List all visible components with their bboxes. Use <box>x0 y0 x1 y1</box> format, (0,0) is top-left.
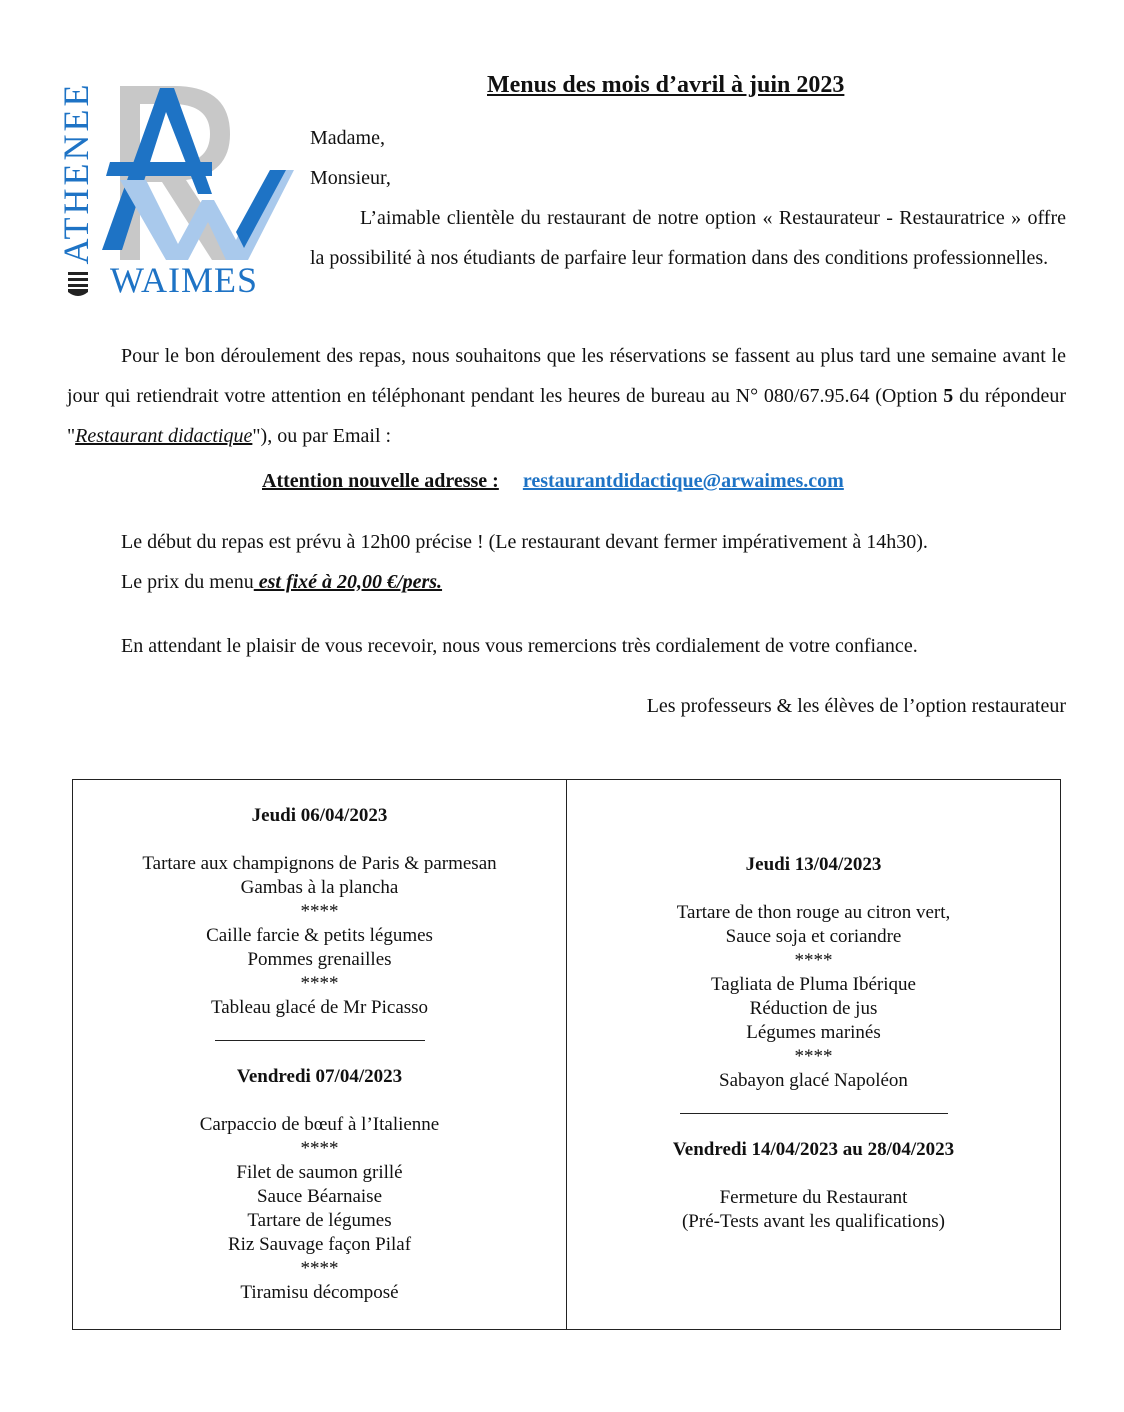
salutation-monsieur: Monsieur, <box>310 167 391 189</box>
option-number: 5 <box>943 385 954 407</box>
menu-line: Fermeture du Restaurant <box>719 1187 908 1208</box>
intro-paragraph: L’aimable clientèle du restaurant de notre option « Restaurateur - Restauratrice » offre la possibilité à nos étudiants de parfaire leur formation dans des conditions professionnelles. <box>310 207 1066 269</box>
menu-line: Sabayon glacé Napoléon <box>719 1070 908 1091</box>
reservation-text-2: du répondeur " <box>67 385 1066 447</box>
price-line <box>121 562 442 602</box>
menu-line: Tartare de thon rouge au citron vert, <box>676 902 951 923</box>
menu-table <box>72 779 1061 1330</box>
menu-line: Tableau glacé de Mr Picasso <box>210 997 429 1018</box>
menu-line: Légumes marinés <box>746 1022 881 1043</box>
menu-column-right <box>567 780 1060 1329</box>
salutation-madame: Madame, <box>310 127 385 149</box>
menu-line: Tagliata de Pluma Ibérique <box>711 974 916 995</box>
menu-separator-stars: **** <box>300 973 339 994</box>
menu-line: Tartare aux champignons de Paris & parmesan <box>142 853 497 874</box>
menu-separator-stars: **** <box>794 950 833 971</box>
reservation-paragraph <box>67 336 1066 456</box>
price-value: est fixé à 20,00 €/pers. <box>253 571 443 593</box>
menu-line: Carpaccio de bœuf à l’Italienne <box>199 1114 440 1135</box>
logo-athenee-text: ATHENEE <box>56 81 96 265</box>
signature: Les professeurs & les élèves de l’option restaurateur <box>646 695 1066 717</box>
address-label: Attention nouvelle adresse : <box>262 470 499 492</box>
menu-separator-stars: **** <box>300 1258 339 1279</box>
menu-day-heading: Vendredi 14/04/2023 au 28/04/2023 <box>672 1139 955 1160</box>
menu-line: Réduction de jus <box>749 998 878 1019</box>
menu-column-left <box>73 780 567 1329</box>
menu-line: Pommes grenailles <box>247 949 392 970</box>
reservation-text-1: Pour le bon déroulement des repas, nous souhaitons que les réservations se fassent au plus tard une semaine avant le jour qui retiendrait votre attention en téléphonant pendant les heures de bureau au N° 080/67.95.64 (Option <box>67 345 1066 407</box>
menu-line: (Pré-Tests avant les qualifications) <box>681 1211 945 1232</box>
menu-day-heading: Jeudi 13/04/2023 <box>745 854 882 875</box>
price-prefix: Le prix du menu <box>121 571 254 593</box>
menu-line: Sauce soja et coriandre <box>725 926 902 947</box>
menu-line: Tartare de légumes <box>247 1210 392 1231</box>
menu-divider <box>215 1040 425 1041</box>
address-line <box>262 470 844 493</box>
menu-day-heading: Vendredi 07/04/2023 <box>236 1066 403 1087</box>
restaurant-didactique-label: Restaurant didactique <box>75 425 253 447</box>
menu-line: Gambas à la plancha <box>240 877 399 898</box>
logo-waimes-text: WAIMES <box>110 260 258 300</box>
reservation-text-3: "), ou par Email : <box>252 425 392 447</box>
menu-line: Sauce Béarnaise <box>256 1186 383 1207</box>
menu-line: Riz Sauvage façon Pilaf <box>227 1234 412 1255</box>
start-time-line: Le début du repas est prévu à 12h00 précise ! (Le restaurant devant fermer impérativement à 14h30). <box>121 531 928 553</box>
thanks-line: En attendant le plaisir de vous recevoir, nous vous remercions très cordialement de votre confiance. <box>121 635 918 657</box>
menu-day-heading: Jeudi 06/04/2023 <box>251 805 388 826</box>
menu-divider <box>680 1113 948 1114</box>
menu-line: Filet de saumon grillé <box>236 1162 403 1183</box>
menu-separator-stars: **** <box>300 901 339 922</box>
menu-line: Caille farcie & petits légumes <box>206 925 433 946</box>
menu-line: Tiramisu décomposé <box>240 1282 399 1303</box>
menu-separator-stars: **** <box>794 1046 833 1067</box>
page-title: Menus des mois d’avril à juin 2023 <box>487 72 845 98</box>
email-link[interactable]: restaurantdidactique@arwaimes.com <box>522 470 844 492</box>
menu-separator-stars: **** <box>300 1138 339 1159</box>
